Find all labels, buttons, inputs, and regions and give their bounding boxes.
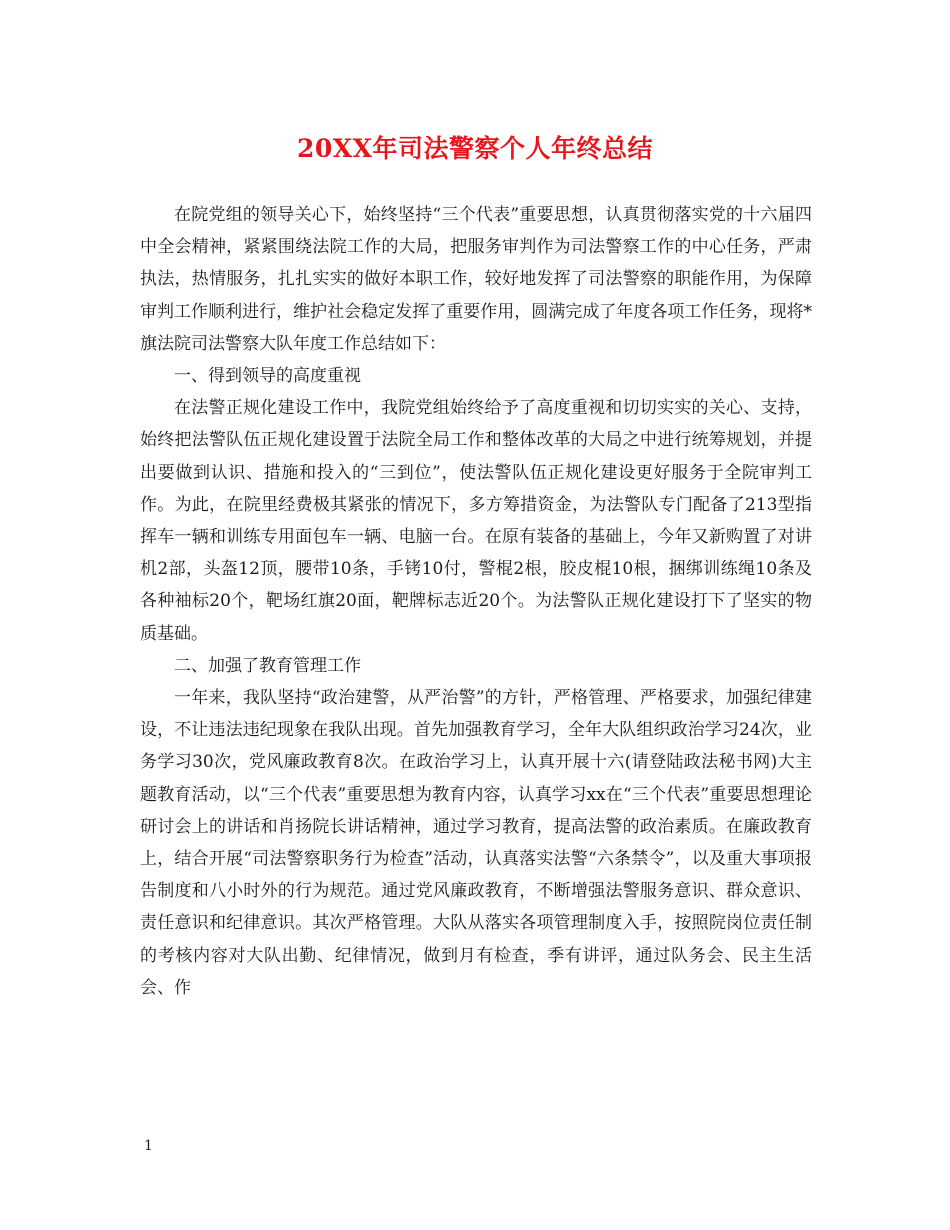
- paragraph-intro: 在院党组的领导关心下，始终坚持“三个代表”重要思想，认真贯彻落实党的十六届四中全会精神，紧紧围绕法院工作的大局，把服务审判作为司法警察工作的中心任务，严肃执法，热情服务，扎扎实实的做好本职工作，较好地发挥了司法警察的职能作用，为保障审判工作顺利进行，维护社会稳定发挥了重要作用，圆满完成了年度各项工作任务，现将*旗法院司法警察大队年度工作总结如下：: [140, 205, 812, 354]
- section-heading-2: 二、加强了教育管理工作: [174, 655, 361, 676]
- paragraph-section-1: 在法警正规化建设工作中，我院党组始终给予了高度重视和切切实实的关心、支持，始终把法警队伍正规化建设置于法院全局工作和整体改革的大局之中进行统筹规划，并提出要做到认识、措施和投入的“三到位”，使法警队伍正规化建设更好服务于全院审判工作。为此，在院里经费极其紧张的情况下，多方筹措资金，为法警队专门配备了213型指挥车一辆和训练专用面包车一辆、电脑一台。在原有装备的基础上，今年又新购置了对讲机2部，头盔12顶，腰带10条，手铐10付，警棍2根，胶皮棍10根，捆绑训练绳10条及各种袖标20个，靶场红旗20面，靶牌标志近20个。为法警队正规化建设打下了坚实的物质基础。: [140, 398, 812, 644]
- section-heading-1: 一、得到领导的高度重视: [174, 366, 361, 387]
- paragraph-section-2: 一年来，我队坚持“政治建警，从严治警”的方针，严格管理、严格要求，加强纪律建设，不让违法违纪现象在我队出现。首先加强教育学习，全年大队组织政治学习24次，业务学习30次，党风廉政教育8次。在政治学习上，认真开展十六(请登陆政法秘书网)大主题教育活动，以“三个代表”重要思想为教育内容，认真学习xx在“三个代表”重要思想理论研讨会上的讲话和肖扬院长讲话精神，通过学习教育，提高法警的政治素质。在廉政教育上，结合开展“司法警察职务行为检查”活动，认真落实法警“六条禁令”，以及重大事项报告制度和八小时外的行为规范。通过党风廉政教育，不断增强法警服务意识、群众意识、责任意识和纪律意识。其次严格管理。大队从落实各项管理制度入手，按照院岗位责任制的考核内容对大队出勤、纪律情况，做到月有检查，季有讲评，通过队务会、民主生活会、作: [140, 688, 812, 998]
- page-number: 1: [144, 1138, 153, 1154]
- document-title: 20XX年司法警察个人年终总结: [296, 134, 654, 163]
- document-body: [140, 199, 812, 1004]
